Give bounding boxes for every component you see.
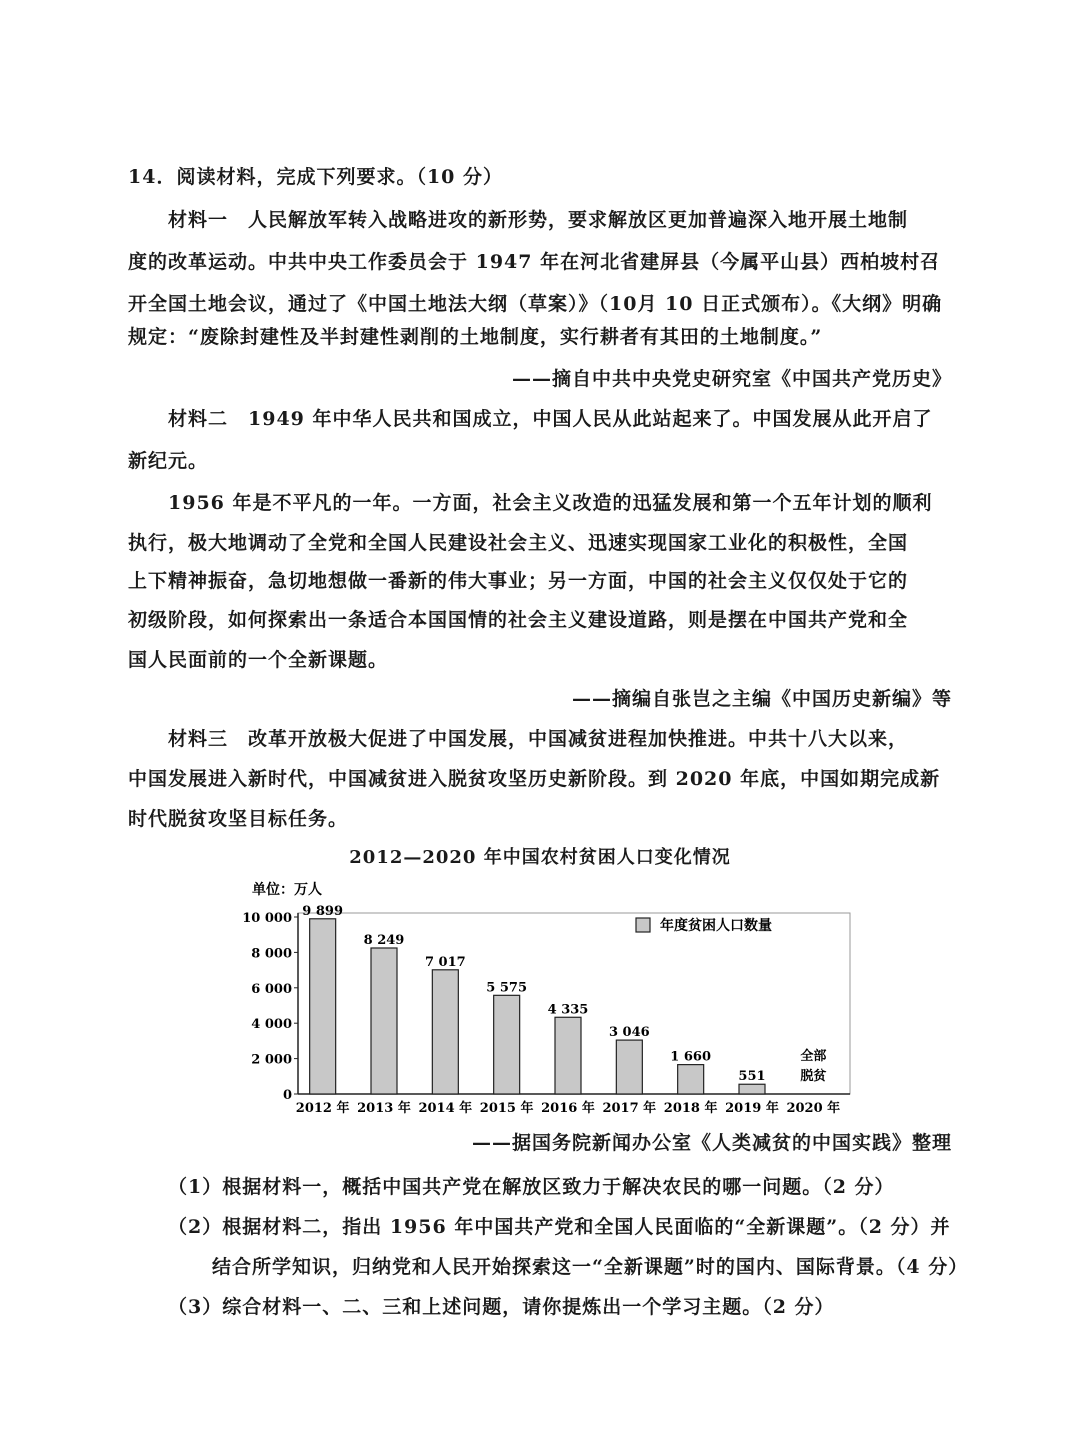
- material-2-source: ——摘编自张岂之主编《中国历史新编》等: [571, 688, 952, 710]
- question-2b: 结合所学知识，归纳党和人民开始探索这一“全新课题”时的国内、国际背景。（4 分）: [212, 1256, 969, 1278]
- material-2-line: 材料二 1949 年中华人民共和国成立，中国人民从此站起来了。中国发展从此开启了: [168, 408, 933, 430]
- material-1-line: 开全国土地会议，通过了《中国土地法大纲（草案）》（10月 10 日正式颁布）。《大纲》明确: [128, 293, 943, 315]
- x-tick-label: 2020 年: [786, 1101, 841, 1116]
- final-note-line-1: 全部: [800, 1049, 827, 1064]
- bar-value-label: 3 046: [608, 1025, 650, 1041]
- material-2-line: 国人民面前的一个全新课题。: [128, 649, 389, 671]
- x-tick-label: 2017 年: [602, 1101, 657, 1116]
- bar: [616, 1040, 642, 1094]
- x-tick-label: 2014 年: [418, 1101, 473, 1116]
- bar-value-label: 5 575: [486, 980, 528, 996]
- material-1-line: 规定：“废除封建性及半封建性剥削的土地制度，实行耕者有其田的土地制度。”: [128, 326, 823, 348]
- bar-value-label: 9 899: [302, 903, 344, 919]
- bar: [555, 1017, 581, 1094]
- x-tick-label: 2016 年: [541, 1101, 595, 1116]
- y-tick-label: 2 000: [251, 1052, 292, 1068]
- poverty-bar-chart: [230, 870, 870, 1120]
- material-1-line: 材料一 人民解放军转入战略进攻的新形势，要求解放区更加普遍深入地开展土地制: [168, 209, 909, 231]
- bar: [739, 1084, 765, 1094]
- material-2-line: 新纪元。: [128, 450, 209, 472]
- bar: [432, 970, 458, 1094]
- x-tick-label: 2018 年: [663, 1101, 718, 1116]
- question-header: 14．阅读材料，完成下列要求。（10 分）: [128, 166, 503, 188]
- material-3-source: ——据国务院新闻办公室《人类减贫的中国实践》整理: [471, 1132, 952, 1154]
- bar-value-label: 7 017: [424, 954, 466, 970]
- material-1-source: ——摘自中共中央党史研究室《中国共产党历史》: [511, 368, 952, 390]
- y-tick-label: 8 000: [251, 946, 292, 962]
- question-1: （1）根据材料一，概括中国共产党在解放区致力于解决农民的哪一问题。（2 分）: [168, 1176, 895, 1198]
- y-tick-label: 0: [282, 1088, 292, 1103]
- legend-swatch: [636, 918, 650, 932]
- bar: [678, 1065, 704, 1094]
- bar-value-label: 551: [738, 1069, 766, 1085]
- bar: [494, 995, 520, 1094]
- x-tick-label: 2012 年: [295, 1101, 350, 1116]
- material-2-line: 执行，极大地调动了全党和全国人民建设社会主义、迅速实现国家工业化的积极性，全国: [128, 532, 909, 554]
- material-3-line: 材料三 改革开放极大促进了中国发展，中国减贫进程加快推进。中共十八大以来，: [168, 728, 909, 750]
- x-tick-label: 2015 年: [479, 1101, 534, 1116]
- y-unit-label: 单位：万人: [252, 882, 322, 898]
- material-2-line: 初级阶段，如何探索出一条适合本国国情的社会主义建设道路，则是摆在中国共产党和全: [128, 609, 909, 631]
- material-3-line: 中国发展进入新时代，中国减贫进入脱贫攻坚历史新阶段。到 2020 年底，中国如期完成新: [128, 768, 941, 790]
- material-3-line: 时代脱贫攻坚目标任务。: [128, 808, 349, 830]
- material-1-line: 度的改革运动。中共中央工作委员会于 1947 年在河北省建屏县（今属平山县）西柏坡村召: [128, 251, 941, 273]
- material-2-line: 上下精神振奋，急切地想做一番新的伟大事业；另一方面，中国的社会主义仅仅处于它的: [128, 570, 909, 592]
- question-2a: （2）根据材料二，指出 1956 年中国共产党和全国人民面临的“全新课题”。（2 分）并: [168, 1216, 951, 1238]
- question-3: （3）综合材料一、二、三和上述问题，请你提炼出一个学习主题。（2 分）: [168, 1296, 835, 1318]
- bar-value-label: 4 335: [547, 1002, 589, 1018]
- final-note-line-2: 脱贫: [800, 1069, 827, 1084]
- x-tick-label: 2013 年: [357, 1101, 411, 1116]
- y-tick-label: 6 000: [251, 981, 292, 997]
- bar-value-label: 1 660: [670, 1049, 712, 1065]
- x-tick-label: 2019 年: [725, 1101, 779, 1116]
- y-tick-label: 4 000: [251, 1017, 292, 1033]
- legend-label: 年度贫困人口数量: [660, 918, 772, 934]
- material-2-line: 1956 年是不平凡的一年。一方面，社会主义改造的迅猛发展和第一个五年计划的顺利: [168, 492, 933, 514]
- chart-title: 2012—2020 年中国农村贫困人口变化情况: [349, 847, 731, 868]
- bar: [371, 948, 397, 1094]
- y-tick-label: 10 000: [242, 911, 292, 926]
- bar-value-label: 8 249: [363, 932, 405, 948]
- bar: [310, 919, 336, 1094]
